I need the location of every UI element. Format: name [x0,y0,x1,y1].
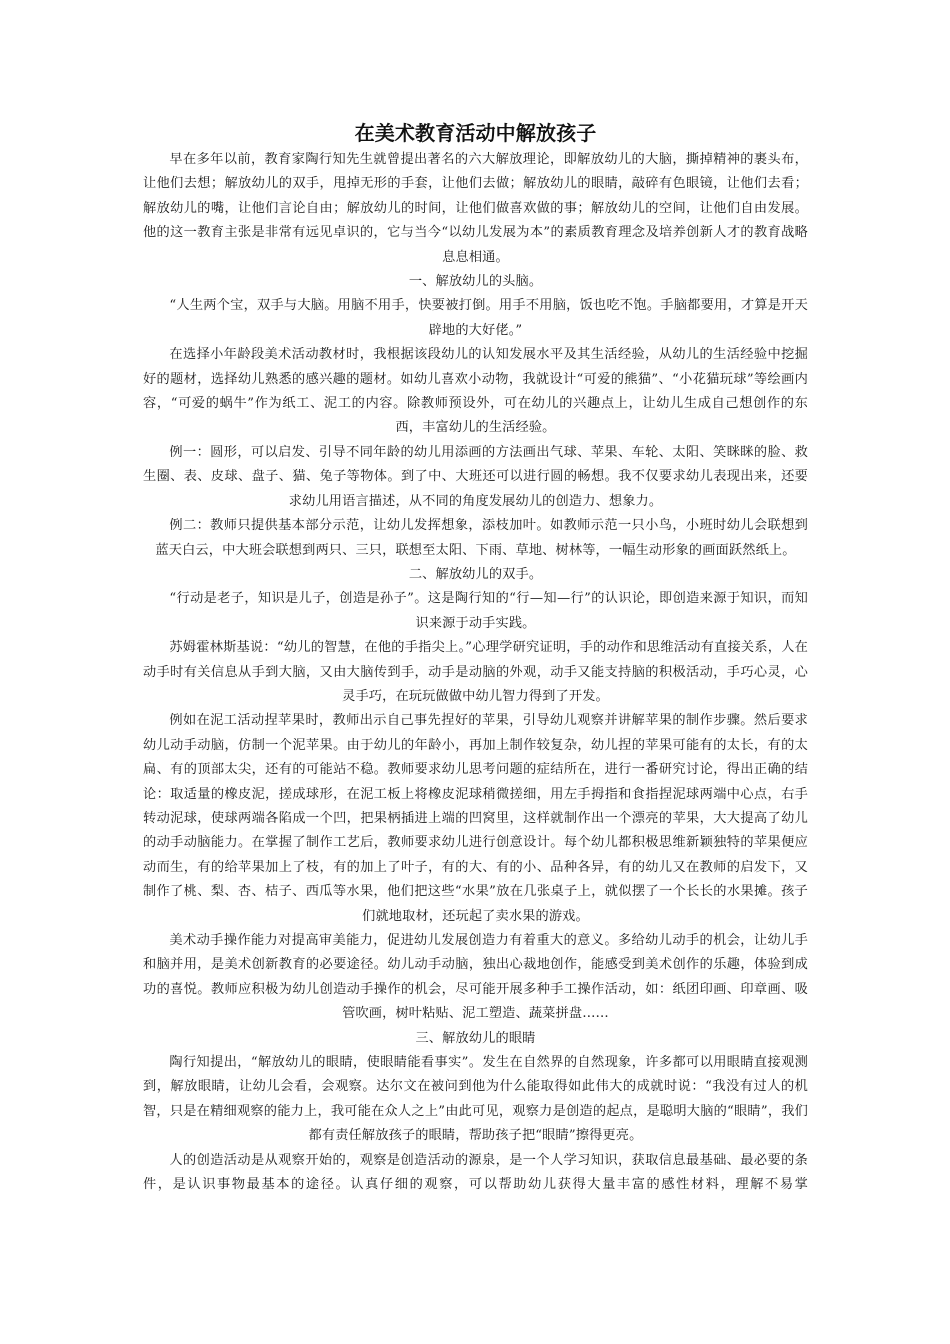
paragraph: 在选择小年龄段美术活动教材时，我根据该段幼儿的认知发展水平及其生活经验，从幼儿的生活经验中挖掘好的题材，选择幼儿熟悉的感兴趣的题材。如幼儿喜欢小动物，我就设计“可爱的熊猫”、“小花猫玩球”等绘画内容，“可爱的蜗牛”作为纸工、泥工的内容。除教师预设外，可在幼儿的兴趣点上，让幼儿生成自己想创作的东西，丰富幼儿的生活经验。 [143,347,808,436]
section-heading-1: 一、解放幼儿的头脑。 [408,274,543,290]
example-paragraph-1: 例一：圆形，可以启发、引导不同年龄的幼儿用添画的方法画出气球、苹果、车轮、太阳、笑眯眯的脸、救生圈、表、皮球、盘子、猫、兔子等物体。到了中、大班还可以进行圆的畅想。我不仅要求幼儿表现出来，还要求幼儿用语言描述，从不同的角度发展幼儿的创造力、想象力。 [143,444,808,509]
section-heading-2: 二、解放幼儿的双手。 [408,566,543,582]
paragraph: 苏姆霍林斯基说：“幼儿的智慧，在他的手指尖上。”心理学研究证明，手的动作和思维活动有直接关系，人在动手时有关信息从手到大脑，又由大脑传到手，动手是动脑的外观，动手又能支持脑的积极活动，手巧心灵，心灵手巧，在玩玩做做中幼儿智力得到了开发。 [143,640,808,704]
paragraph: 例如在泥工活动捏苹果时，教师出示自己事先捏好的苹果，引导幼儿观察并讲解苹果的制作步骤。然后要求幼儿动手动脑，仿制一个泥苹果。由于幼儿的年龄小，再加上制作较复杂，幼儿捏的苹果可能有的太长，有的太扁、有的顶部太尖，还有的可能站不稳。教师要求幼儿思考问题的症结所在，进行一番研究讨论，得出正确的结论：取适量的橡皮泥，搓成球形，在泥工板上将橡皮泥球稍微搓细，用左手拇指和食指捏泥球两端中心点，右手转动泥球，使球两端各陷成一个凹，把果柄插进上端的凹窝里，这样就制作出一个漂亮的苹果，大大提高了幼儿的动手动脑能力。在掌握了制作工艺后，教师要求幼儿进行创意设计。每个幼儿都积极思维新颖独特的苹果便应动而生，有的给苹果加上了枝，有的加上了叶子，有的大、有的小、品种各异，有的幼儿又在教师的启发下，又制作了桃、梨、杏、桔子、西瓜等水果，他们把这些“水果”放在几张桌子上，就似摆了一个长长的水果摊。孩子们就地取材，还玩起了卖水果的游戏。 [143,713,808,924]
document-page [143,118,808,1197]
quote-paragraph-2: “行动是老子，知识是儿子，创造是孙子”。这是陶行知的“行—知—行”的认识论，即创造来源于知识，而知识来源于动手实践。 [169,591,808,631]
paragraph-intro: 早在多年以前，教育家陶行知先生就曾提出著名的六大解放理论，即解放幼儿的大脑，撕掉精神的裹头布，让他们去想；解放幼儿的双手，甩掉无形的手套，让他们去做；解放幼儿的眼睛，敲碎有色眼镜，让他们去看；解放幼儿的嘴，让他们言论自由；解放幼儿的时间，让他们做喜欢做的事；解放幼儿的空间，让他们自由发展。他的这一教育主张是非常有远见卓识的，它与当今“以幼儿发展为本”的素质教育理念及培养创新人才的教育战略息息相通。 [143,152,808,265]
paragraph-truncated: 人的创造活动是从观察开始的，观察是创造活动的源泉，是一个人学习知识，获取信息最基础、最必要的条件，是认识事物最基本的途径。认真仔细的观察，可以帮助幼儿获得大量丰富的感性材料，理解不易掌 [143,1152,808,1193]
quote-paragraph-1: “人生两个宝，双手与大脑。用脑不用手，快要被打倒。用手不用脑，饭也吃不饱。手脑都要用，才算是开天辟地的大好佬。” [169,298,808,338]
section-heading-3: 三、解放幼儿的眼睛 [415,1030,536,1046]
example-paragraph-2: 例二：教师只提供基本部分示范，让幼儿发挥想象，添枝加叶。如教师示范一只小鸟，小班时幼儿会联想到蓝天白云，中大班会联想到两只、三只，联想至太阳、下雨、草地、树林等，一幅生动形象的画面跃然纸上。 [155,518,808,558]
document-title: 在美术教育活动中解放孩子 [354,121,597,145]
paragraph: 陶行知提出，“解放幼儿的眼睛，使眼睛能看事实”。发生在自然界的自然现象，许多都可以用眼睛直接观测到，解放眼睛，让幼儿会看，会观察。达尔文在被问到他为什么能取得如此伟大的成就时说：“我没有过人的机智，只是在精细观察的能力上，我可能在众人之上”由此可见，观察力是创造的起点，是聪明大脑的“眼睛”，我们都有责任解放孩子的眼睛，帮助孩子把“眼睛”擦得更亮。 [143,1055,808,1144]
paragraph: 美术动手操作能力对提高审美能力，促进幼儿发展创造力有着重大的意义。多给幼儿动手的机会，让幼儿手和脑并用，是美术创新教育的必要途径。幼儿动手动脑，独出心裁地创作，能感受到美术创作的乐趣，体验到成功的喜悦。教师应积极为幼儿创造动手操作的机会，尽可能开展多种手工操作活动，如：纸团印画、印章画、吸管吹画，树叶粘贴、泥工塑造、蔬菜拼盘…… [143,933,808,1022]
